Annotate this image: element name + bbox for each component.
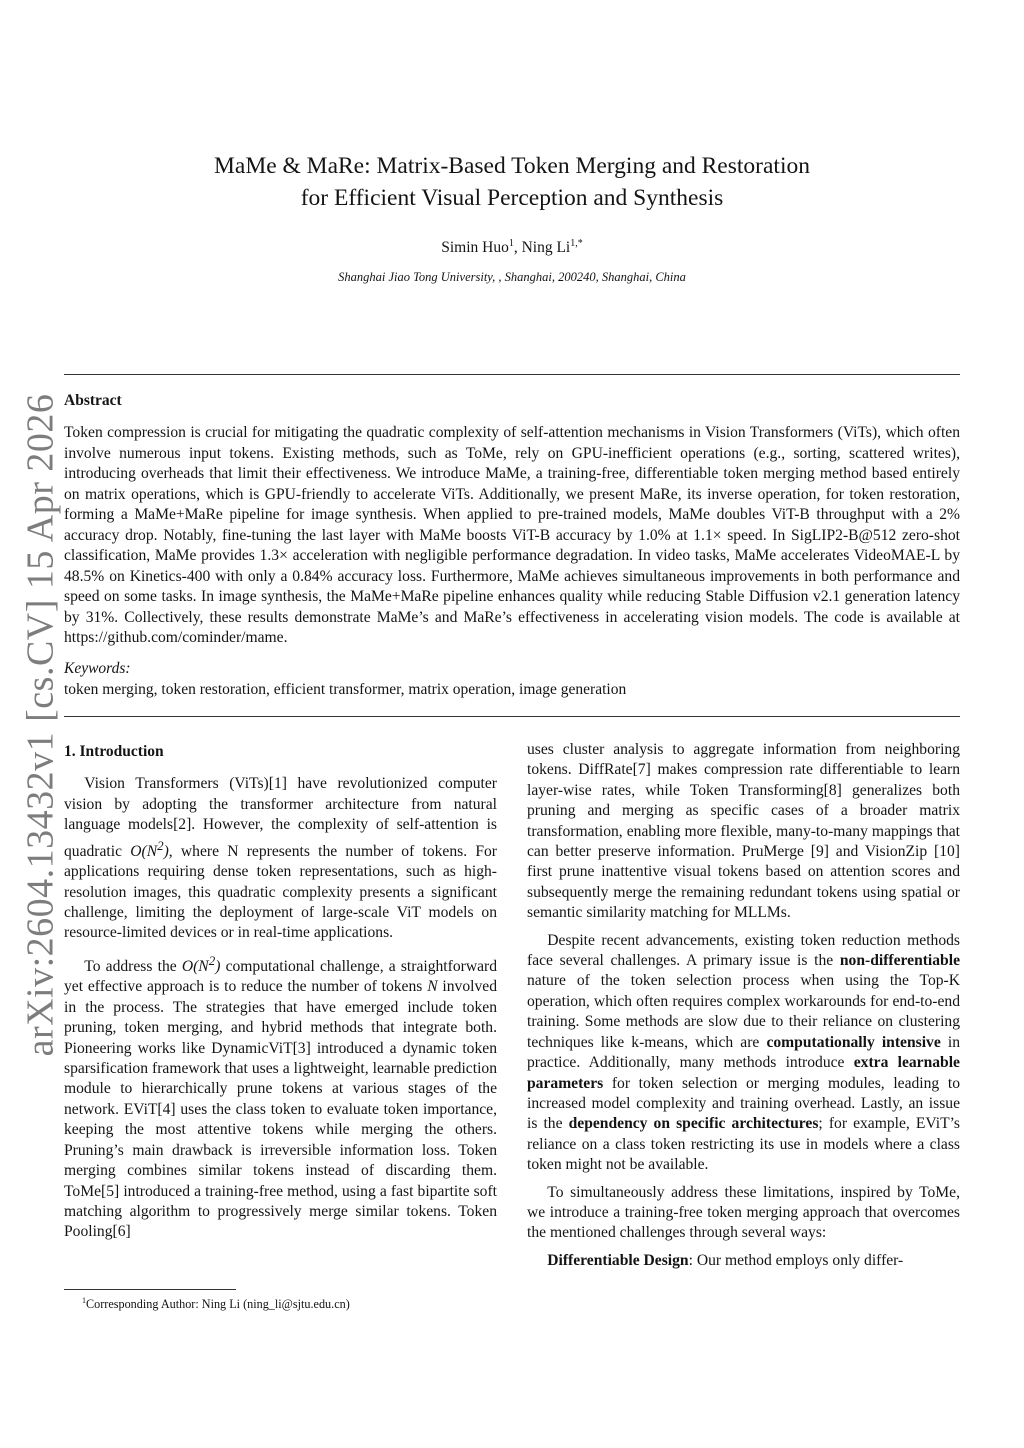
author-2-affil-mark: 1,* xyxy=(570,238,583,249)
paper-title xyxy=(64,150,960,214)
intro-paragraph-2-continued: uses cluster analysis to aggregate information from neighboring tokens. DiffRate[7] makes compression rate differentiable to learn layer-wise rates, while Token Transforming[8] generalizes both pruning and merging as specific cases of a broader matrix transformation, enabling more flexible, many-to-many mappings that can better preserve information. PruMerge [9] and VisionZip [10] first prune inattentive visual tokens based on attention scores and subsequently merge the remaining redundant tokens using spatial or semantic similarity matching for MLLMs. xyxy=(527,741,960,922)
intro-p3-text-c: in practice. Additionally, many methods introduce xyxy=(527,1033,960,1072)
title-line-1: MaMe & MaRe: Matrix-Based Token Merging and Restoration xyxy=(214,153,810,179)
footnote-divider xyxy=(64,1289,236,1290)
bold-differentiable-design: Differentiable Design xyxy=(547,1251,689,1269)
author-separator: , xyxy=(513,239,522,257)
intro-paragraph-3 xyxy=(527,931,960,1176)
formula-exponent: 2 xyxy=(157,837,164,853)
intro-p3-text-d: for token selection or merging modules, leading to increased model complexity and training overhead. Lastly, an issue is the xyxy=(527,1074,960,1133)
arxiv-identifier-text: arXiv:2604.13432v1 [cs.CV] 15 Apr 2026 xyxy=(19,393,61,1057)
section-heading-introduction: 1. Introduction xyxy=(64,743,164,760)
intro-p1-text-a: Vision Transformers (ViTs)[1] have revolutionized computer vision by adopting the transformer architecture from natural language models[2]. However, the complexity of self-attention is quadratic xyxy=(64,775,497,860)
bold-non-differentiable: non-differentiable xyxy=(839,952,960,970)
complexity-formula xyxy=(130,837,169,860)
bold-computationally-intensive: computationally intensive xyxy=(766,1033,941,1051)
intro-p2-text-a: To address the xyxy=(84,958,182,976)
formula-2-base: O(N xyxy=(181,958,209,976)
author-2: Ning Li xyxy=(521,239,571,257)
footnote xyxy=(64,1296,350,1312)
abstract-heading: Abstract xyxy=(64,392,122,409)
bold-extra-learnable-parameters: extra learnable parameters xyxy=(527,1054,960,1092)
formula-2-exponent: 2 xyxy=(208,952,216,968)
complexity-formula-2 xyxy=(181,952,221,976)
author-list xyxy=(64,238,960,257)
intro-paragraph-4: To simultaneously address these limitations, inspired by ToMe, we introduce a training-free token merging approach that overcomes the mentioned challenges through several ways: xyxy=(527,1183,960,1242)
formula-close: ) xyxy=(163,842,169,860)
keywords-text: token merging, token restoration, efficient transformer, matrix operation, image generation xyxy=(64,681,627,698)
left-column xyxy=(64,742,497,1250)
footnote-text: Corresponding Author: Ning Li (ning_li@sjtu.edu.cn) xyxy=(86,1297,350,1312)
arxiv-identifier xyxy=(10,393,70,1057)
intro-paragraph-1 xyxy=(64,774,497,943)
intro-p1-text-b: , where N represents the number of tokens. For applications requiring dense token representations, such as high-resolution images, this quadratic complexity presents a significant challenge, limiting the deployment of large-scale ViT models on resource-limited devices or in real-time applications. xyxy=(64,842,497,942)
author-1: Simin Huo xyxy=(441,239,509,257)
intro-p3-text-b: nature of the token selection process when using the Top-K operation, which often requires complex workarounds for end-to-end training. Some methods are slow due to their reliance on clustering techniques like k-means, which are xyxy=(527,972,960,1051)
right-column xyxy=(527,740,960,1278)
affiliation: Shanghai Jiao Tong University, , Shanghai, 200240, Shanghai, China xyxy=(338,270,686,284)
intro-paragraph-5 xyxy=(527,1251,960,1271)
bold-dependency-on-architectures: dependency on specific architectures xyxy=(568,1115,819,1133)
title-line-2: for Efficient Visual Perception and Synthesis xyxy=(300,185,724,211)
keywords-heading: Keywords: xyxy=(64,660,131,677)
intro-p5-text: : Our method employs only differ- xyxy=(688,1251,904,1269)
intro-paragraph-2 xyxy=(64,951,497,1243)
bottom-divider xyxy=(64,716,960,717)
variable-n: N xyxy=(427,978,438,996)
author-1-affil-mark: 1 xyxy=(508,238,514,249)
intro-p2-text-c: involved in the process. The strategies that have emerged include token pruning, token merging, and hybrid methods that integrate both. Pioneering works like DynamicViT[3] introduced a dynamic token sparsification framework that uses a lightweight, learnable prediction module to hierarchically prune tokens at various stages of the network. EViT[4] uses the class token to evaluate token importance, keeping the most attentive tokens while merging the others. Pruning’s main drawback is irreversible information loss. Token merging combines similar tokens instead of discarding them. ToMe[5] introduced a training-free method, using a fast bipartite soft matching algorithm to progressively merge similar tokens. Token Pooling[6] xyxy=(64,978,497,1241)
top-divider xyxy=(64,374,960,375)
intro-p3-text-a: Despite recent advancements, existing token reduction methods face several challenges. A primary issue is the xyxy=(527,931,960,970)
formula-base: O(N xyxy=(130,842,158,860)
formula-2-close: ) xyxy=(215,958,221,976)
footnote-mark: 1 xyxy=(82,1296,86,1305)
abstract-text: Token compression is crucial for mitigating the quadratic complexity of self-attention mechanisms in Vision Transformers (ViTs), which often involve numerous input tokens. Existing methods, such as ToMe, rely on GPU-inefficient operations (e.g., sorting, scattered writes), introducing overheads that limit their effectiveness. We introduce MaMe, a training-free, differentiable token merging method based entirely on matrix operations, which is GPU-friendly to accelerate ViTs. Additionally, we present MaRe, its inverse operation, for token restoration, forming a MaMe+MaRe pipeline for image synthesis. When applied to pre-trained models, MaMe doubles ViT-B throughput with a 2% accuracy drop. Notably, fine-tuning the last layer with MaMe boosts ViT-B accuracy by 1.0% at 1.1× speed. In SigLIP2-B@512 zero-shot classification, MaMe provides 1.3× acceleration with negligible performance degradation. In video tasks, MaMe accelerates VideoMAE-L by 48.5% on Kinetics-400 with only a 0.84% accuracy loss. Furthermore, MaMe achieves simultaneous improvements in both performance and speed on some tasks. In image synthesis, the MaMe+MaRe pipeline enhances quality while reducing Stable Diffusion v2.1 generation latency by 31%. Collectively, these results demonstrate MaMe’s and MaRe’s effectiveness in accelerating vision models. The code is available at https://github.com/cominder/mame. xyxy=(64,424,960,646)
intro-p2-text-b: computational challenge, a straightforward yet effective approach is to reduce the number of tokens xyxy=(64,958,497,996)
intro-p3-text-e: ; for example, EViT’s reliance on a class token restricting its use in models where a class token might not be available. xyxy=(527,1115,960,1174)
